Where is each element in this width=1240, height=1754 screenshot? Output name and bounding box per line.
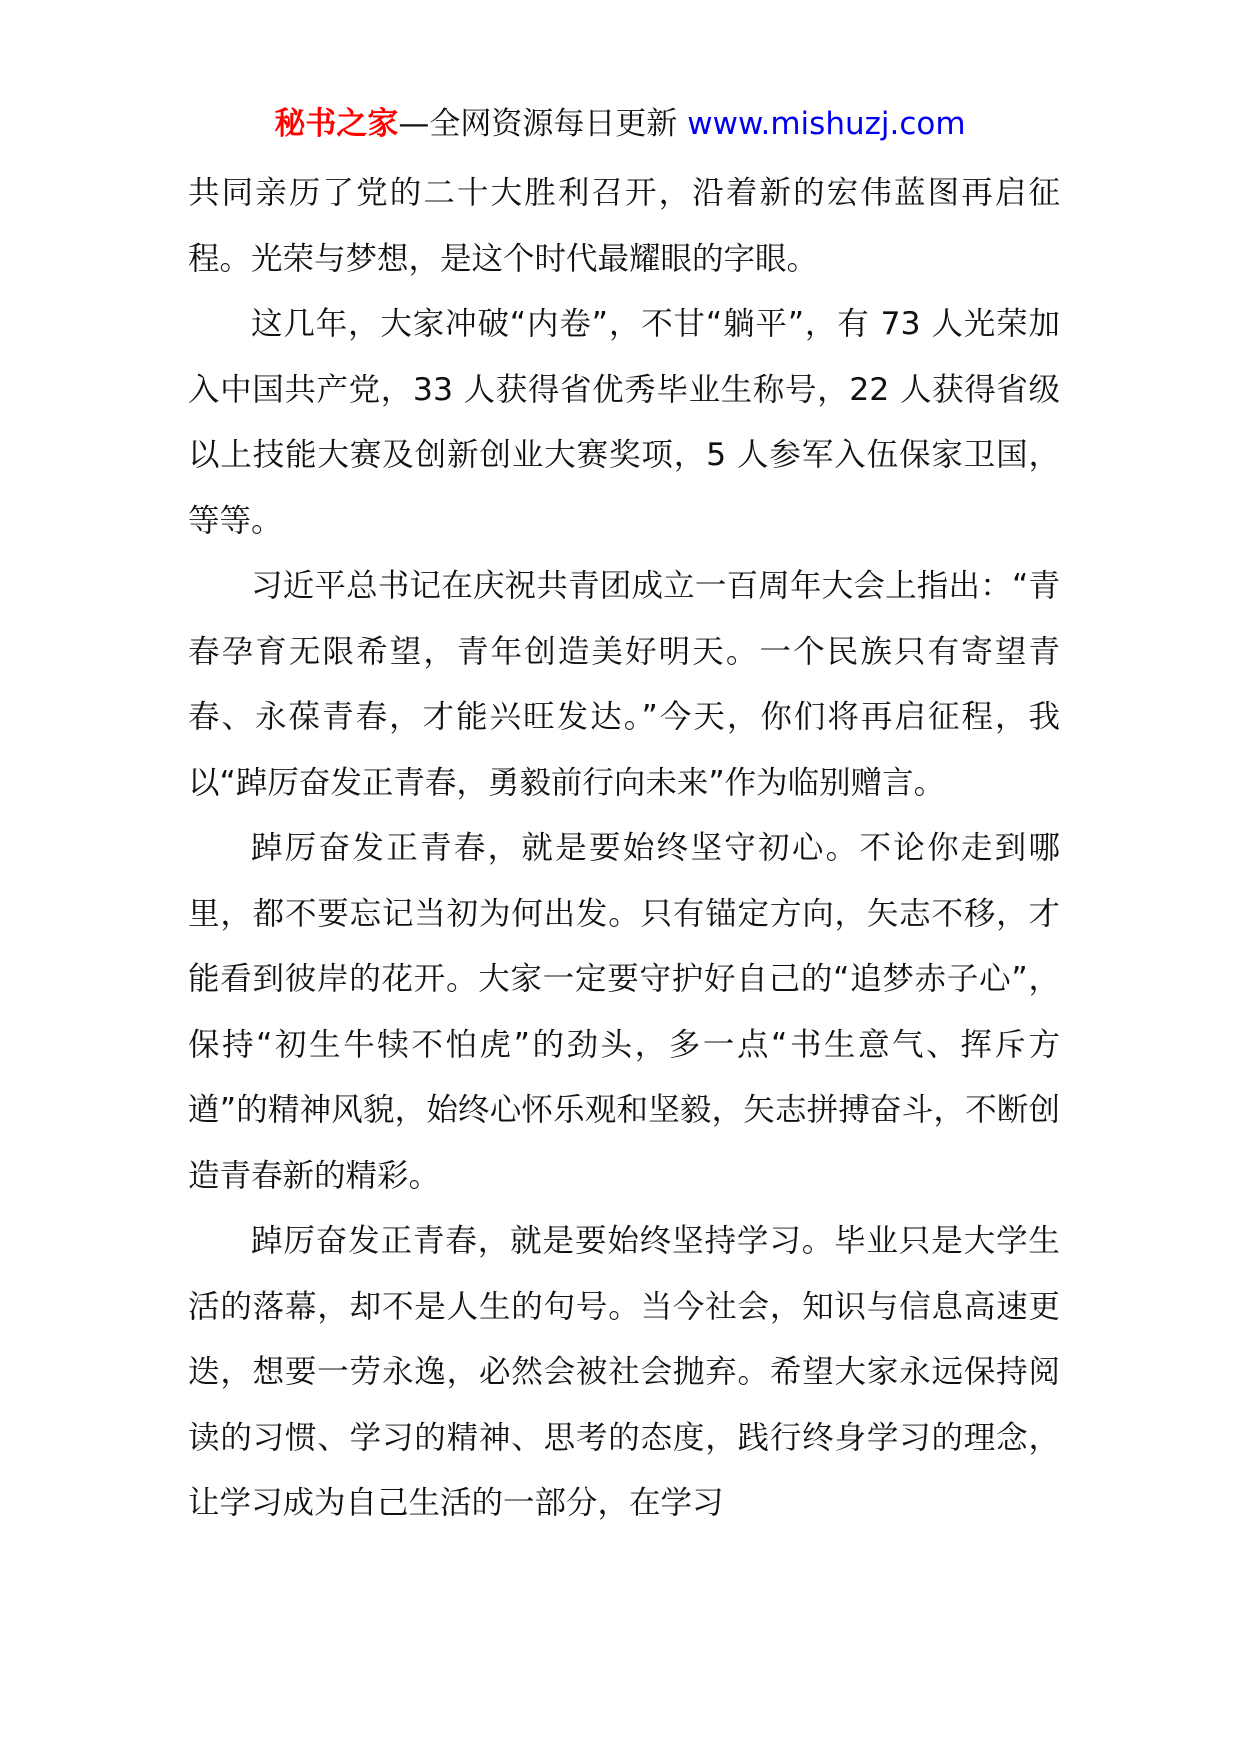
website-link[interactable]: www.mishuzj.com bbox=[687, 106, 966, 142]
header-tagline: —全网资源每日更新 bbox=[398, 106, 678, 142]
paragraph-quote: 习近平总书记在庆祝共青团成立一百周年大会上指出：“青春孕育无限希望，青年创造美好明天。一个民族只有寄望青春、永葆青春，才能兴旺发达。”今天，你们将再启征程，我以“踔厉奋发正青春，勇毅前行向未来”作为临别赠言。 bbox=[188, 568, 1060, 801]
paragraph-lifelong-learning: 踔厉奋发正青春，就是要始终坚持学习。毕业只是大学生活的落幕，却不是人生的句号。当今社会，知识与信息高速更迭，想要一劳永逸，必然会被社会抛弃。希望大家永远保持阅读的习惯、学习的精神、思考的态度，践行终身学习的理念，让学习成为自己生活的一部分，在学习 bbox=[188, 1223, 1060, 1521]
paragraph-achievements: 这几年，大家冲破“内卷”，不甘“躺平”，有 73 人光荣加入中国共产党，33 人获得省优秀毕业生称号，22 人获得省级以上技能大赛及创新创业大赛奖项，5 人参军入伍保家卫国，等等。 bbox=[188, 306, 1060, 539]
paragraph-original-aspiration: 踔厉奋发正青春，就是要始终坚守初心。不论你走到哪里，都不要忘记当初为何出发。只有锚定方向，矢志不移，才能看到彼岸的花开。大家一定要守护好自己的“追梦赤子心”，保持“初生牛犊不怕虎”的劲头，多一点“书生意气、挥斥方遒”的精神风貌，始终心怀乐观和坚毅，矢志拼搏奋斗，不断创造青春新的精彩。 bbox=[188, 830, 1060, 1194]
page-header bbox=[0, 102, 1240, 146]
brand-name: 秘书之家 bbox=[274, 106, 399, 142]
document-body bbox=[188, 161, 1060, 1537]
paragraph-continuation: 共同亲历了党的二十大胜利召开，沿着新的宏伟蓝图再启征程。光荣与梦想，是这个时代最耀眼的字眼。 bbox=[188, 175, 1060, 277]
